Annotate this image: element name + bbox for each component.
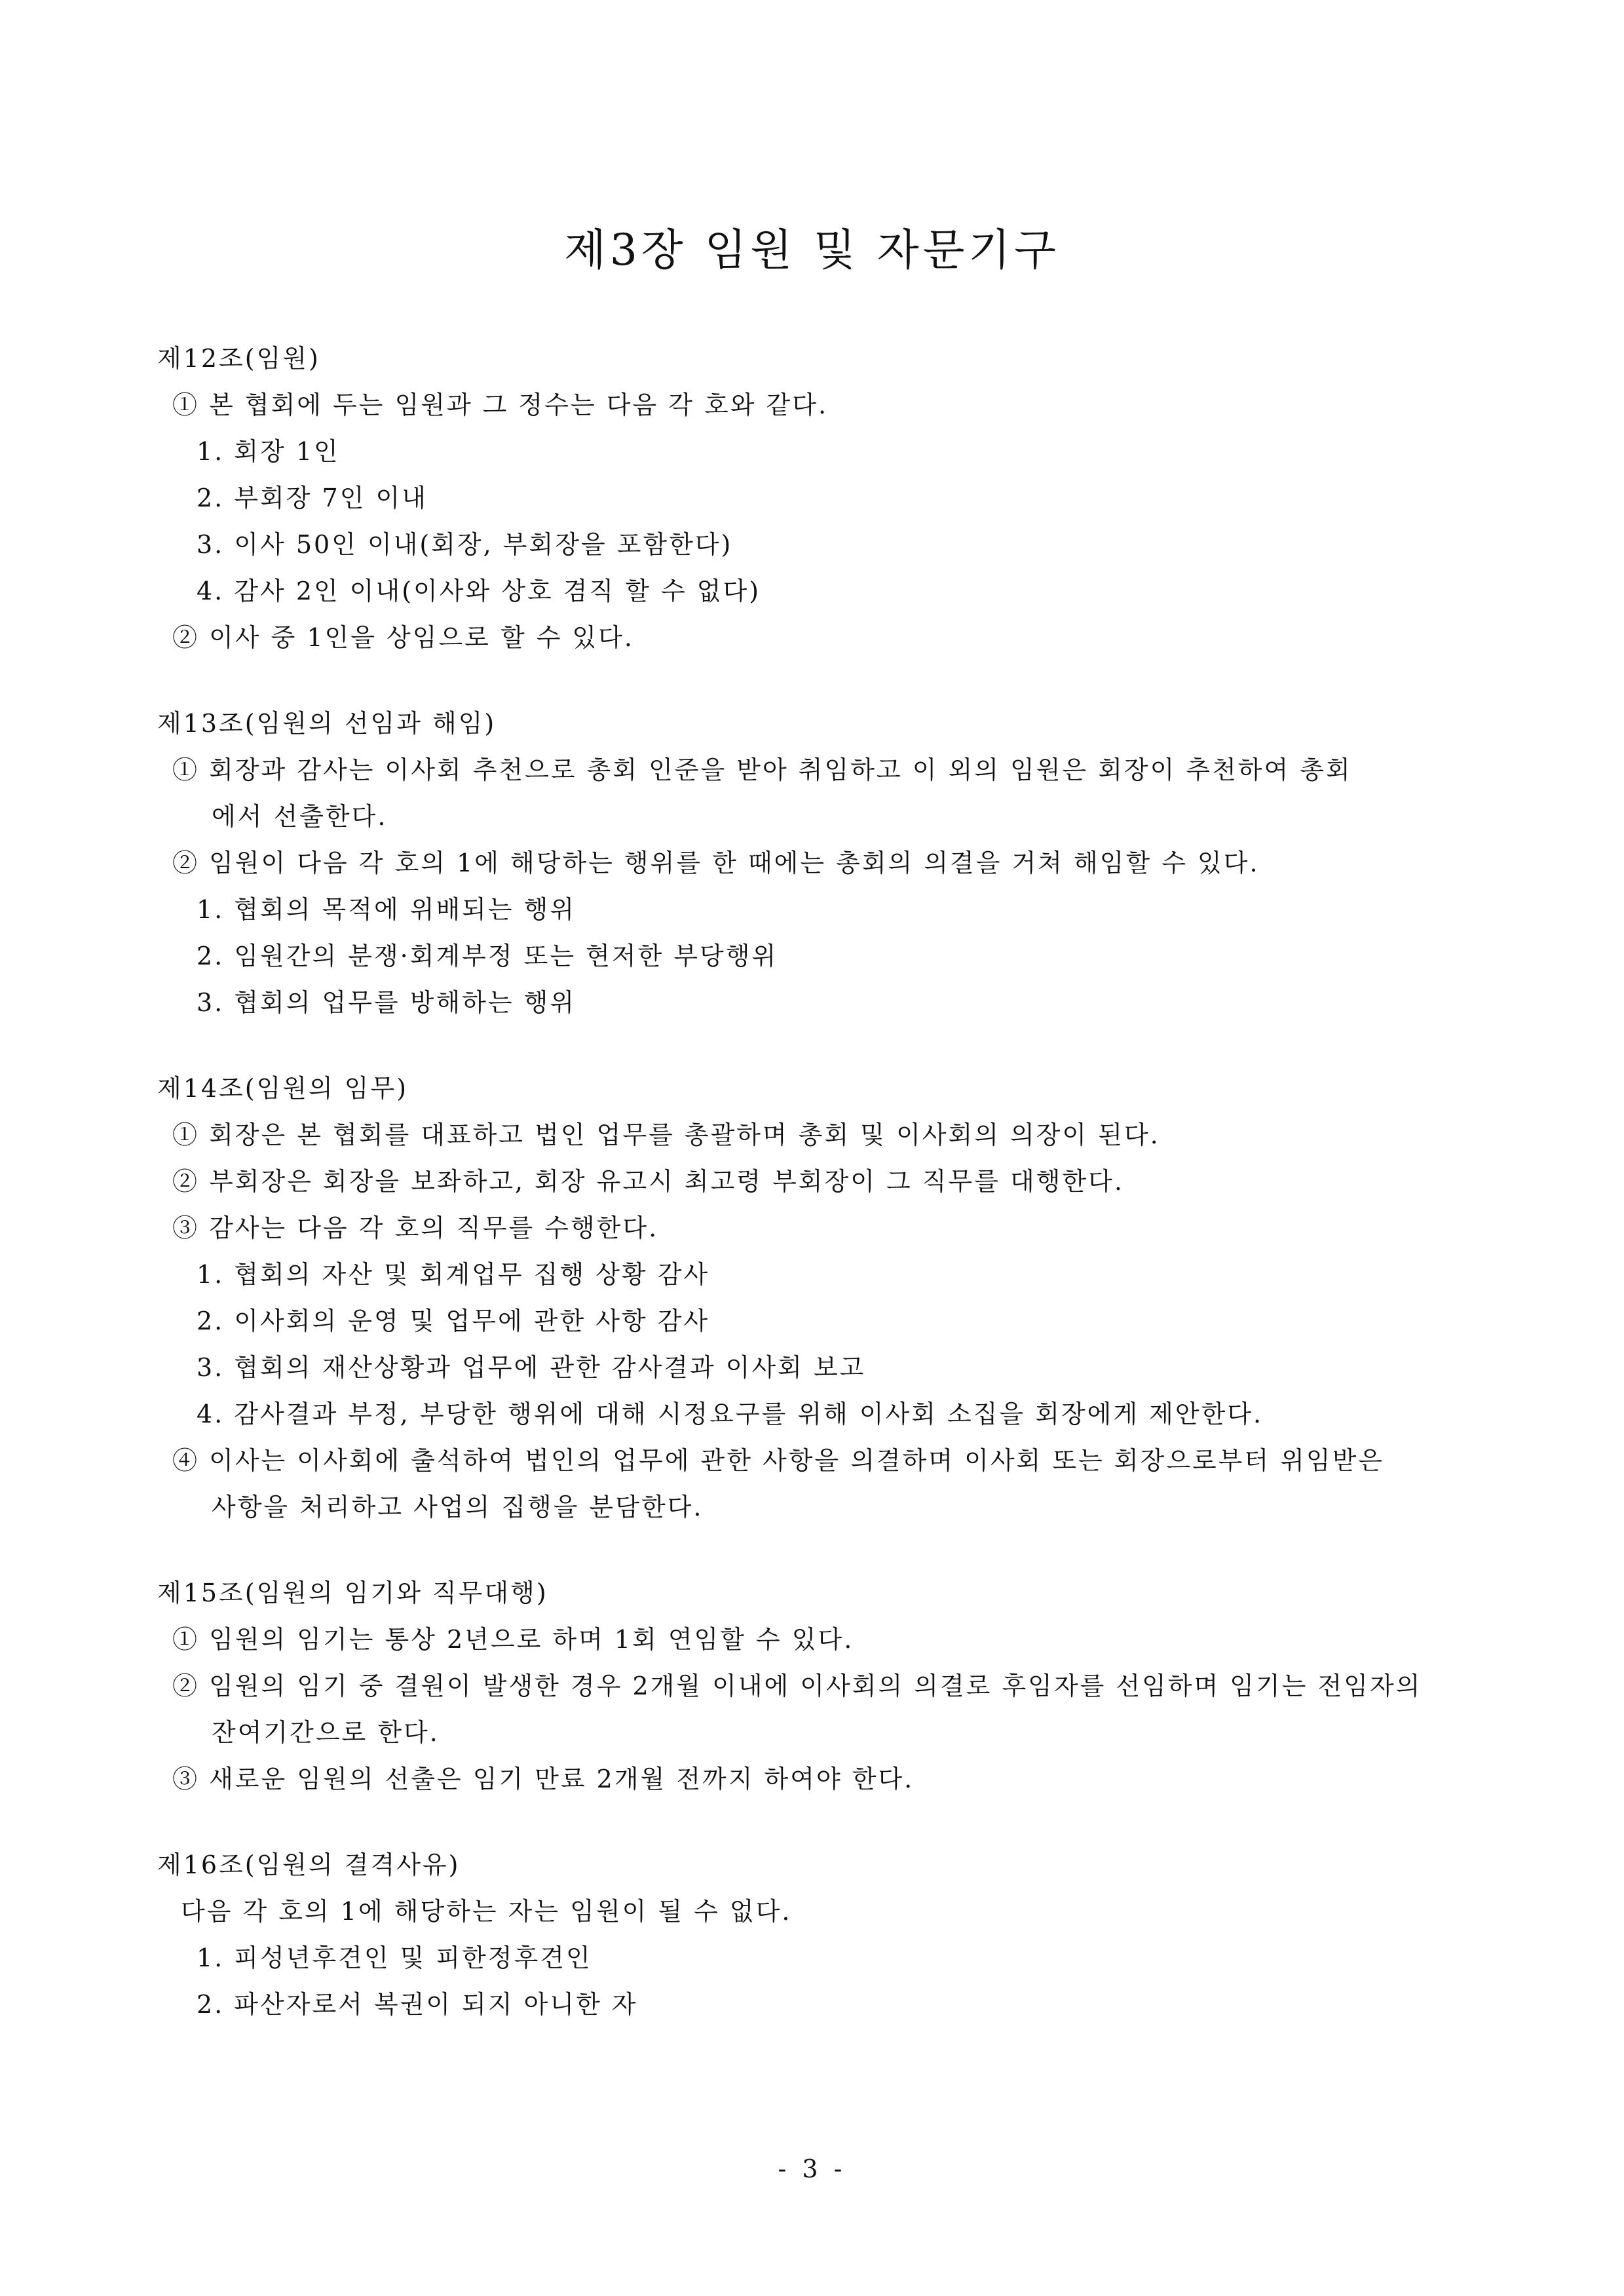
article-14: [157, 1065, 1474, 1531]
article-16: [157, 1842, 1474, 2028]
numbered-item: 2. 임원간의 분쟁·회계부정 또는 현저한 부당행위: [197, 942, 778, 970]
clause-continuation: 잔여기간으로 한다.: [212, 1718, 440, 1747]
numbered-item: 2. 이사회의 운영 및 업무에 관한 사항 감사: [197, 1307, 710, 1335]
article-heading: 제14조(임원의 임무): [157, 1074, 409, 1103]
article-heading: 제12조(임원): [157, 344, 320, 373]
article-15: [157, 1570, 1474, 1803]
numbered-item: 4. 감사결과 부정, 부당한 행위에 대해 시정요구를 위해 이사회 소집을 회장에게 제안한다.: [197, 1400, 1264, 1428]
numbered-item: 1. 협회의 자산 및 회계업무 집행 상황 감사: [197, 1260, 710, 1289]
numbered-item: 2. 부회장 7인 이내: [197, 484, 428, 512]
article-heading: 제15조(임원의 임기와 직무대행): [157, 1578, 548, 1607]
page-number: - 3 -: [778, 2154, 846, 2183]
numbered-item: 2. 파산자로서 복권이 되지 아니한 자: [197, 1990, 638, 2019]
clause: ① 임원의 임기는 통상 2년으로 하며 1회 연임할 수 있다.: [172, 1625, 854, 1654]
clause: ③ 새로운 임원의 선출은 임기 만료 2개월 전까지 하여야 한다.: [172, 1765, 915, 1793]
clause: ② 이사 중 1인을 상임으로 할 수 있다.: [172, 623, 635, 652]
numbered-item: 3. 협회의 업무를 방해하는 행위: [197, 988, 576, 1017]
chapter-title: 제3장 임원 및 자문기구: [564, 225, 1060, 275]
clause: [157, 1438, 1474, 1531]
clause: [157, 1663, 1474, 1756]
clause: ② 부회장은 회장을 보좌하고, 회장 유고시 최고령 부회장이 그 직무를 대행한다.: [172, 1167, 1124, 1196]
numbered-item: 3. 이사 50인 이내(회장, 부회장을 포함한다): [197, 530, 733, 559]
article-heading: 제13조(임원의 선임과 해임): [157, 709, 497, 738]
clause: ① 회장은 본 협회를 대표하고 법인 업무를 총괄하며 총회 및 이사회의 의장이 된다.: [172, 1120, 1160, 1149]
document-body: [157, 335, 1474, 2067]
numbered-item: 1. 협회의 목적에 위배되는 행위: [197, 895, 576, 924]
clause: ① 본 협회에 두는 임원과 그 정수는 다음 각 호와 같다.: [172, 391, 829, 419]
clause-line: ① 회장과 감사는 이사회 추천으로 총회 인준을 받아 취임하고 이 외의 임원은 회장이 추천하여 총회: [172, 756, 1352, 784]
clause-continuation: 에서 선출한다.: [212, 802, 388, 831]
numbered-item: 4. 감사 2인 이내(이사와 상호 겸직 할 수 없다): [197, 577, 761, 605]
clause-text: 다음 각 호의 1에 해당하는 자는 임원이 될 수 없다.: [181, 1897, 792, 1926]
article-13: [157, 700, 1474, 1026]
numbered-item: 1. 회장 1인: [197, 437, 340, 466]
article-heading: 제16조(임원의 결격사유): [157, 1850, 461, 1879]
clause: ② 임원이 다음 각 호의 1에 해당하는 행위를 한 때에는 총회의 의결을 거쳐 해임할 수 있다.: [172, 849, 1260, 877]
numbered-item: 1. 피성년후견인 및 피한정후견인: [197, 1943, 592, 1972]
numbered-item: 3. 협회의 재산상황과 업무에 관한 감사결과 이사회 보고: [197, 1353, 866, 1382]
clause: ③ 감사는 다음 각 호의 직무를 수행한다.: [172, 1214, 659, 1242]
clause-line: ④ 이사는 이사회에 출석하여 법인의 업무에 관한 사항을 의결하며 이사회 또는 회장으로부터 위임받은: [172, 1446, 1384, 1475]
clause: [157, 747, 1474, 840]
article-12: [157, 335, 1474, 661]
clause-continuation: 사항을 처리하고 사업의 집행을 분담한다.: [212, 1493, 704, 1521]
clause-line: ② 임원의 임기 중 결원이 발생한 경우 2개월 이내에 이사회의 의결로 후임자를 선임하며 임기는 전임자의: [172, 1672, 1422, 1700]
